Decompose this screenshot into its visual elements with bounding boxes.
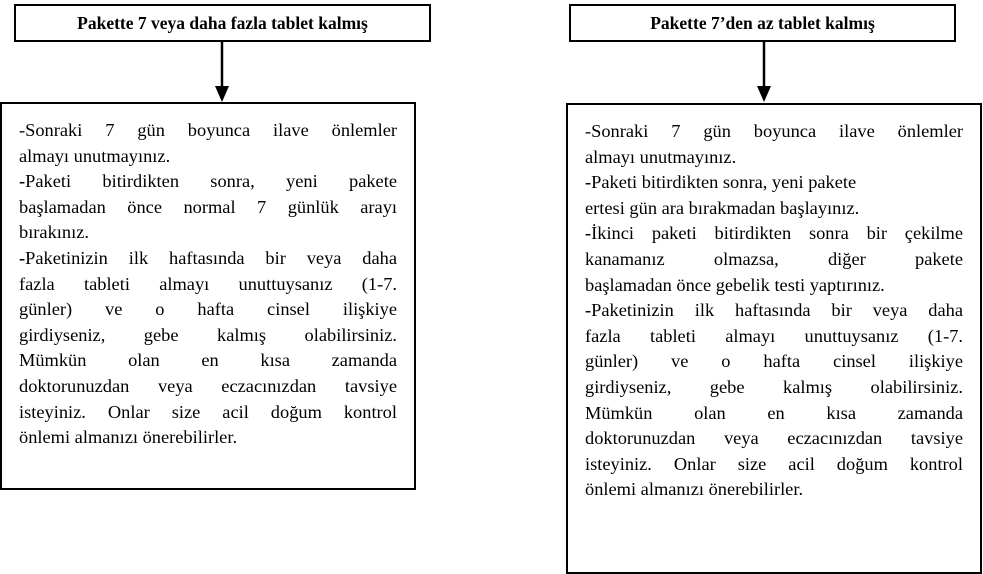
right-text-line: günler) ve o hafta cinsel ilişkiye — [585, 351, 963, 372]
left-text-line: girdiyseniz, gebe kalmış olabilirsiniz. — [19, 324, 397, 345]
right-text-line: girdiyseniz, gebe kalmış olabilirsiniz. — [585, 376, 963, 397]
left-text-line: doktorunuzdan veya eczacınızdan tavsiye — [19, 375, 397, 396]
left-text-line: almayı unutmayınız. — [19, 145, 171, 166]
right-text-line: -Paketinizin ilk haftasında bir veya daha — [585, 300, 963, 321]
right-text-line: başlamadan önce gebelik testi yaptırınız. — [585, 274, 885, 295]
left-text-line: -Paketi bitirdikten sonra, yeni pakete — [19, 171, 397, 192]
right-text-line: -İkinci paketi bitirdikten sonra bir çekilme — [585, 223, 963, 244]
left-text-line: fazla tableti almayı unuttuysanız (1-7. — [19, 273, 397, 294]
right-text-line: Mümkün olan en kısa zamanda — [585, 402, 963, 423]
left-text-line: Mümkün olan en kısa zamanda — [19, 350, 397, 371]
left-arrow — [215, 42, 229, 102]
left-text-line: bırakınız. — [19, 222, 89, 243]
right-text-line: isteyiniz. Onlar size acil doğum kontrol — [585, 453, 963, 474]
left-text-line: başlamadan önce normal 7 günlük arayı — [19, 196, 397, 217]
left-text-line: -Sonraki 7 gün boyunca ilave önlemler — [19, 120, 397, 140]
left-text-line: günler) ve o hafta cinsel ilişkiye — [19, 299, 397, 320]
right-text-line: -Sonraki 7 gün boyunca ilave önlemler — [585, 121, 963, 141]
right-text-line: almayı unutmayınız. — [585, 146, 737, 167]
right-text-line: -Paketi bitirdikten sonra, yeni pakete — [585, 172, 857, 193]
right-text-line: kanamanız olmazsa, diğer pakete — [585, 248, 963, 269]
left-instructions-box — [0, 102, 416, 490]
left-header-text: Pakette 7 veya daha fazla tablet kalmış — [77, 12, 368, 33]
left-text-line: -Paketinizin ilk haftasında bir veya daha — [19, 247, 397, 268]
right-text-line: önlemi almanızı önerebilirler. — [585, 479, 804, 500]
right-text-line: ertesi gün ara bırakmadan başlayınız. — [585, 197, 860, 218]
right-instructions-box — [566, 103, 982, 574]
right-header-text: Pakette 7’den az tablet kalmış — [650, 12, 875, 33]
left-text-line: isteyiniz. Onlar size acil doğum kontrol — [19, 401, 397, 422]
right-text-line: fazla tableti almayı unuttuysanız (1-7. — [585, 325, 963, 346]
right-text-line: doktorunuzdan veya eczacınızdan tavsiye — [585, 428, 963, 449]
right-arrow — [757, 42, 771, 102]
left-text-line: önlemi almanızı önerebilirler. — [19, 427, 238, 448]
